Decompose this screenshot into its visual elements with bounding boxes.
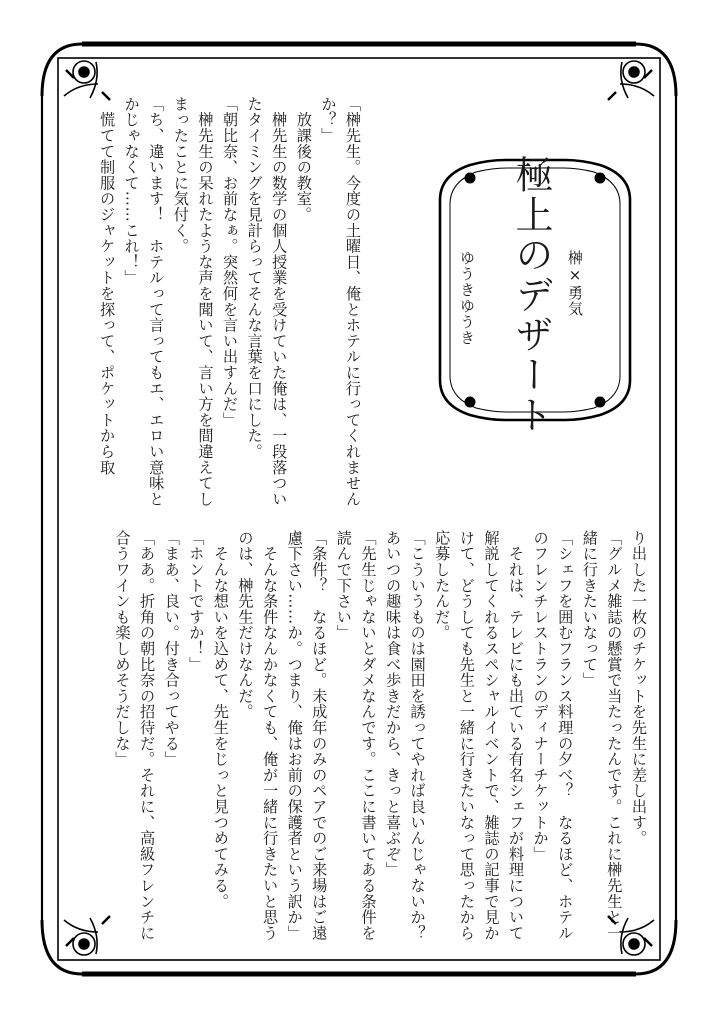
story-text-upper bbox=[85, 96, 365, 516]
paragraph: り出した一枚のチケットを先生に差し出す。 bbox=[630, 530, 648, 846]
author-name: ゆうきゆうき bbox=[458, 250, 476, 346]
paragraph: 「先生じゃないとダメなんです。ここに書いてある条件を読んで下さい」 bbox=[334, 530, 378, 941]
paragraph: 「まあ、良い。付き合ってやる」 bbox=[162, 530, 181, 767]
paragraph: 「ああ。折角の朝比奈の招待だ。それに、高級フレンチに合うワインも楽しめそうだしな」 bbox=[113, 530, 157, 941]
story-title: 極上のデザート bbox=[509, 155, 553, 435]
paragraph: 慌てて制服のジャケットを探って、ポケットから取 bbox=[98, 96, 117, 476]
paragraph: 「ち、違います！ ホテルって言ってもエ、エロい意味とかじゃなくて……これ！」 bbox=[122, 96, 166, 507]
paragraph: そんな想いを込めて、先生をじっと見つめてみる。 bbox=[211, 530, 230, 910]
paragraph: 「グルメ雑誌の懸賞で当たったんです。これに榊先生と一緒に行きたいなって」 bbox=[580, 530, 624, 941]
corner-ornament-top-right bbox=[608, 61, 654, 100]
paragraph: 「朝比奈、お前なぁ。突然何を言い出すんだ」 bbox=[221, 96, 240, 428]
corner-ornament-top-left bbox=[64, 61, 110, 100]
paragraph: 「条件？ なるほど。未成年のみのペアでのご来場はご遠慮下さい……か。つまり、俺はお前の保護者という訳か」 bbox=[285, 530, 329, 941]
paragraph: 榊先生の数学の個人授業を受けていた俺は、一段落ついたタイミングを見計らってそんな言葉を口にした。 bbox=[245, 96, 289, 507]
paragraph: 放課後の教室。 bbox=[294, 96, 313, 223]
story-text-lower bbox=[61, 530, 651, 950]
pairing-label: 榊×勇気 bbox=[566, 250, 584, 317]
paragraph: それは、テレビにも出ている有名シェフが料理について解説してくれるスペシャルイベントで、雑誌の記事で見かけて、どうしても先生と一緒に行きたいなって思ったから応募したんだ。 bbox=[433, 530, 526, 941]
paragraph: 「シェフを囲むフランス料理の夕べ？ なるほど、ホテルのフレンチレストランのディナーチケットか」 bbox=[531, 530, 575, 941]
paragraph: そんな条件なんかなくても、俺が一緒に行きたいと思うのは、榊先生だけなんだ。 bbox=[236, 530, 280, 941]
paragraph: 榊先生の呆れたような声を聞いて、言い方を間違えてしまったことに気付く。 bbox=[171, 96, 215, 507]
paragraph: 「こういうものは園田を誘ってやれば良いんじゃないか？あいつの趣味は食べ歩きだから、きっと喜ぶぞ」 bbox=[384, 530, 427, 941]
paragraph: 「榊先生。今度の土曜日、俺とホテルに行ってくれませんか？」 bbox=[319, 96, 362, 507]
paragraph: 「ホントですか！」 bbox=[187, 530, 206, 673]
